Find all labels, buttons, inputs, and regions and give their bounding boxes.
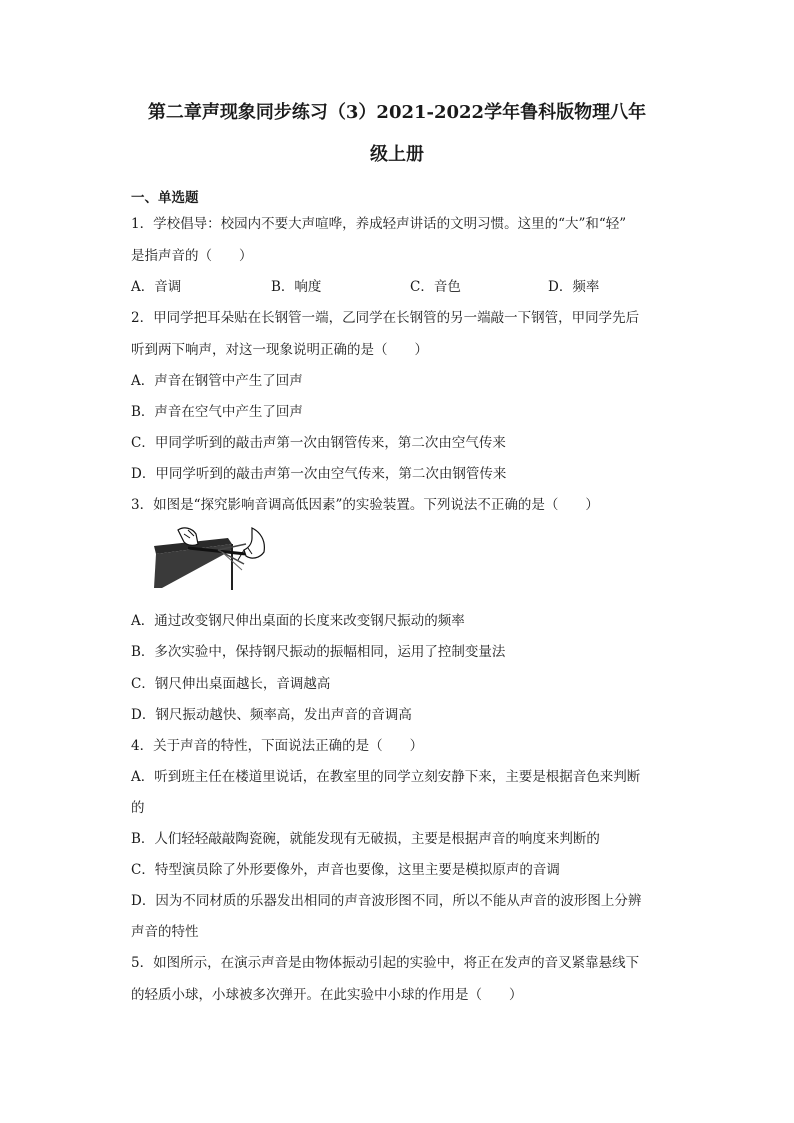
q5-stem-line-2: 的轻质小球，小球被多次弹开。在此实验中小球的作用是（ ） bbox=[131, 987, 523, 1003]
q1-stem-line-1: 1．学校倡导：校园内不要大声喧哗，养成轻声讲话的文明习惯。这里的“大”和“轻” bbox=[131, 216, 627, 232]
q3-option-c: C．钢尺伸出桌面越长，音调越高 bbox=[131, 676, 331, 692]
q2-stem-line-2: 听到两下响声，对这一现象说明正确的是（ ） bbox=[131, 342, 428, 358]
q4-stem-line-1: 4．关于声音的特性，下面说法正确的是（ ） bbox=[131, 738, 424, 754]
q4-option-a-line-1: A．听到班主任在楼道里说话，在教室里的同学立刻安静下来，主要是根据音色来判断 bbox=[131, 769, 641, 785]
q3-option-a: A．通过改变钢尺伸出桌面的长度来改变钢尺振动的频率 bbox=[131, 613, 465, 629]
q1-stem-line-2: 是指声音的（ ） bbox=[131, 248, 253, 264]
q3-option-b: B．多次实验中，保持钢尺振动的振幅相同，运用了控制变量法 bbox=[131, 644, 506, 660]
q4-option-d-line-1: D．因为不同材质的乐器发出相同的声音波形图不同，所以不能从声音的波形图上分辨 bbox=[131, 893, 642, 909]
q1-option-c: C．音色 bbox=[410, 279, 461, 295]
steel-ruler-experiment-figure bbox=[148, 524, 274, 592]
q3-stem-line-1: 3．如图是“探究影响音调高低因素”的实验装置。下列说法不正确的是（ ） bbox=[131, 497, 599, 513]
page-title-line-2: 级上册 bbox=[370, 144, 424, 165]
q2-option-c: C．甲同学听到的敲击声第一次由钢管传来，第二次由空气传来 bbox=[131, 435, 506, 451]
q2-option-d: D．甲同学听到的敲击声第一次由空气传来，第二次由钢管传来 bbox=[131, 466, 507, 482]
q3-option-d: D．钢尺振动越快、频率高，发出声音的音调高 bbox=[131, 707, 412, 723]
q1-option-a: A．音调 bbox=[131, 279, 182, 295]
q5-stem-line-1: 5．如图所示，在演示声音是由物体振动引起的实验中，将正在发声的音叉紧靠悬线下 bbox=[131, 955, 640, 971]
q4-option-a-line-2: 的 bbox=[131, 800, 145, 816]
q4-option-d-line-2: 声音的特性 bbox=[131, 924, 199, 940]
q2-stem-line-1: 2．甲同学把耳朵贴在长钢管一端，乙同学在长钢管的另一端敲一下钢管，甲同学先后 bbox=[131, 310, 640, 326]
q4-option-c: C．特型演员除了外形要像外，声音也要像，这里主要是模拟原声的音调 bbox=[131, 862, 560, 878]
page-title-line-1: 第二章声现象同步练习（3）2021-2022学年鲁科版物理八年 bbox=[147, 102, 647, 123]
q4-option-b: B．人们轻轻敲敲陶瓷碗，就能发现有无破损，主要是根据声音的响度来判断的 bbox=[131, 831, 600, 847]
section-heading: 一、单选题 bbox=[131, 190, 199, 206]
q2-option-b: B．声音在空气中产生了回声 bbox=[131, 404, 303, 420]
q1-option-b: B．响度 bbox=[271, 279, 322, 295]
q1-option-d: D．频率 bbox=[548, 279, 600, 295]
q2-option-a: A．声音在钢管中产生了回声 bbox=[131, 373, 303, 389]
